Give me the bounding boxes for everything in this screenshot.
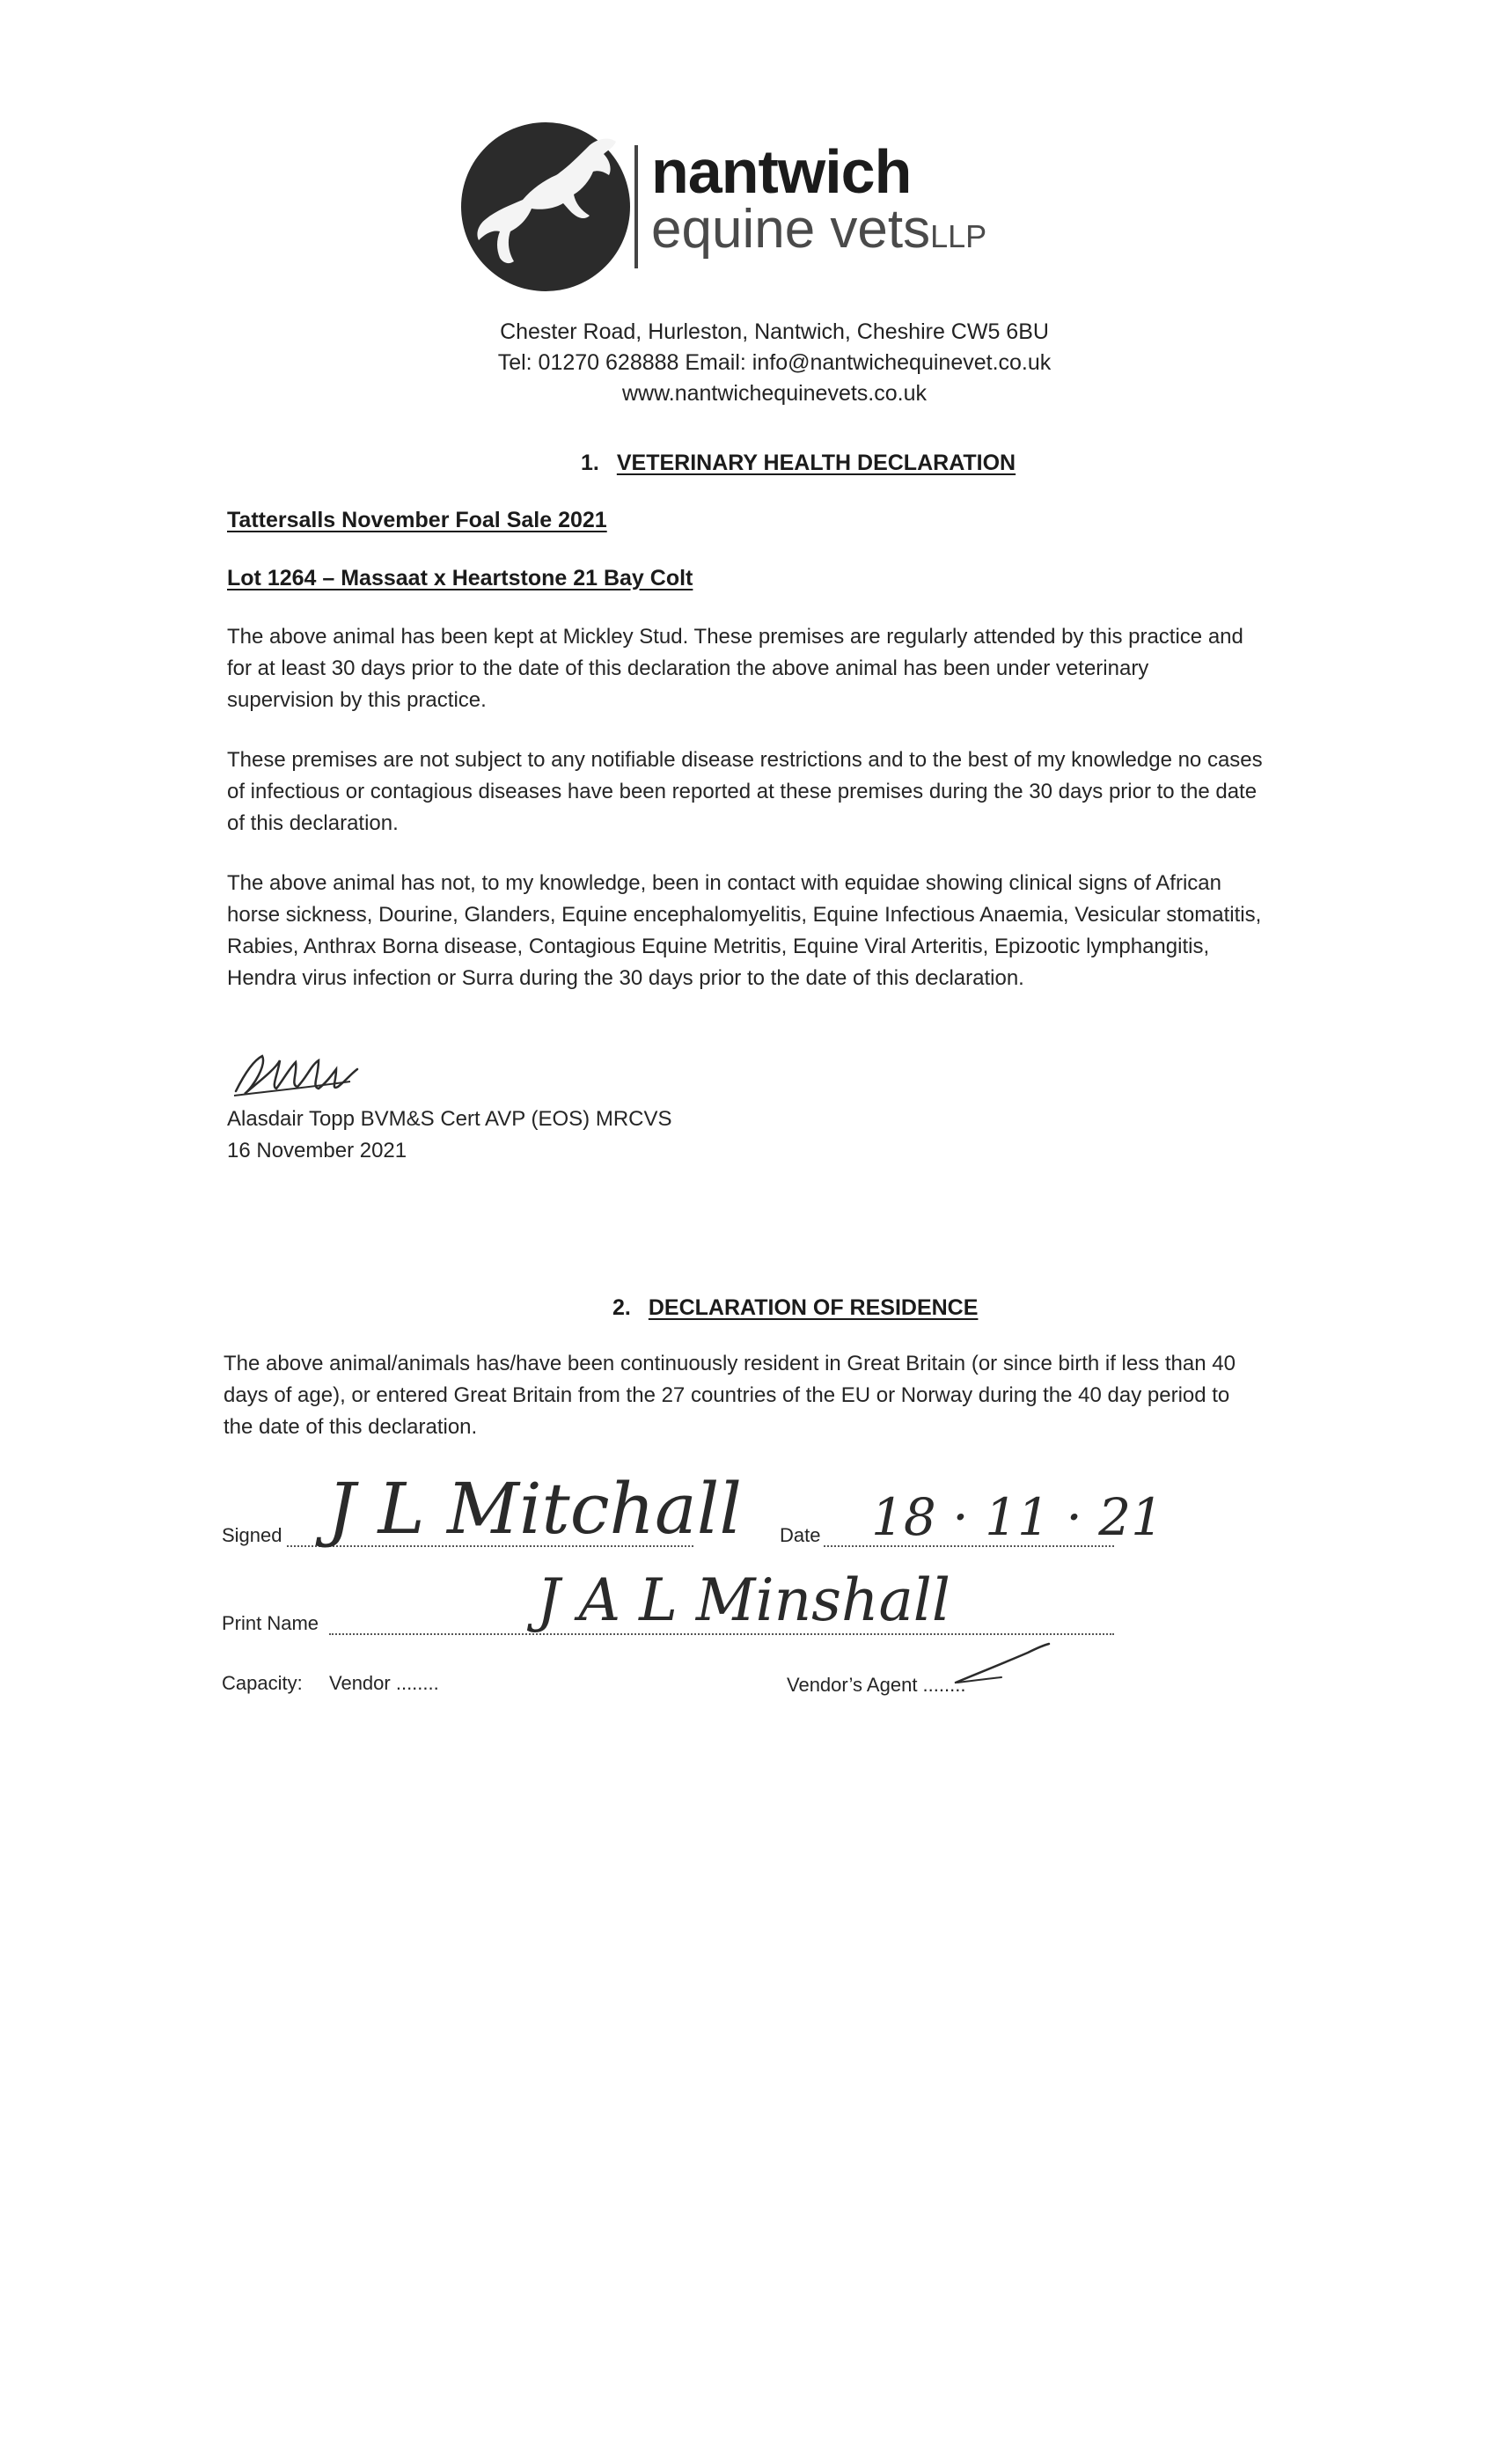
logo-divider [634, 145, 638, 268]
contact-line: Tel: 01270 628888 Email: info@nantwichequinevet.co.uk [497, 350, 1052, 375]
text-line: Hendra virus infection or Surra during the 30 days prior to the date of this declaration. [227, 966, 1024, 990]
signed-label: Signed [222, 1524, 282, 1546]
section-1-number: 1. [581, 451, 599, 475]
paragraph-no-restrictions [227, 744, 1263, 840]
vet-signature-icon [227, 1043, 368, 1104]
text-line: The above animal has not, to my knowledge, been in contact with equidae showing clinical signs of African [227, 871, 1221, 895]
horse-logo-icon [458, 119, 634, 295]
text-line: of infectious or contagious diseases have been reported at these premises during the 30 days prior to the date [227, 780, 1258, 803]
lot-description: Lot 1264 – Massaat x Heartstone 21 Bay Colt [227, 566, 693, 590]
section-2-number: 2. [612, 1295, 631, 1320]
brand-name: nantwich [651, 137, 912, 206]
address-line: Chester Road, Hurleston, Nantwich, Cheshire CW5 6BU [500, 319, 1049, 344]
text-line: Rabies, Anthrax Borna disease, Contagious Equine Metritis, Equine Viral Arteritis, Epizootic lymphangitis, [227, 935, 1210, 958]
text-line: the date of this declaration. [224, 1415, 478, 1439]
text-line: days of age), or entered Great Britain from the 27 countries of the EU or Norway during the 40 day period to [224, 1383, 1230, 1407]
section-1-title: VETERINARY HEALTH DECLARATION [616, 451, 1016, 475]
text-line: These premises are not subject to any notifiable disease restrictions and to the best of my knowledge no cases [227, 748, 1263, 772]
paragraph-residence [224, 1348, 1236, 1443]
print-name-handwriting: J A L Minshall [537, 1566, 951, 1634]
text-line: horse sickness, Dourine, Glanders, Equine encephalomyelitis, Equine Infectious Anaemia, Vesicular stomatitis, [227, 903, 1262, 927]
paragraph-kept-at-premises [227, 621, 1243, 716]
text-line: of this declaration. [227, 811, 399, 835]
print-name-label: Print Name [222, 1612, 319, 1634]
brand-suffix: LLP [930, 218, 987, 254]
date-handwriting: 18 · 11 · 21 [871, 1487, 1164, 1547]
vendor-option: Vendor ........ [329, 1672, 439, 1694]
section-2-heading [612, 1295, 978, 1321]
practice-address [0, 317, 1496, 409]
brand-sub-text: equine vets [651, 199, 931, 260]
paragraph-no-contact [227, 868, 1261, 994]
text-line: supervision by this practice. [227, 688, 487, 712]
date-label: Date [780, 1524, 821, 1546]
capacity-label: Capacity: [222, 1672, 303, 1694]
checkmark-icon [950, 1639, 1065, 1691]
sale-name: Tattersalls November Foal Sale 2021 [227, 508, 607, 532]
text-line: The above animal/animals has/have been continuously resident in Great Britain (or since birth if less than 40 [224, 1352, 1236, 1375]
section-2-title: DECLARATION OF RESIDENCE [648, 1295, 979, 1320]
website-line: www.nantwichequinevets.co.uk [621, 381, 928, 406]
text-line: for at least 30 days prior to the date of this declaration the above animal has been under veterinary [227, 656, 1149, 680]
vet-date: 16 November 2021 [227, 1139, 407, 1162]
section-1-heading [581, 451, 1016, 476]
vendor-agent-option: Vendor’s Agent ........ [787, 1674, 966, 1696]
brand-subtitle [651, 199, 987, 260]
text-line: The above animal has been kept at Mickley Stud. These premises are regularly attended by this practice and [227, 625, 1243, 649]
signed-handwriting: J L Mitchall [327, 1468, 742, 1550]
vet-name: Alasdair Topp BVM&S Cert AVP (EOS) MRCVS [227, 1107, 672, 1131]
